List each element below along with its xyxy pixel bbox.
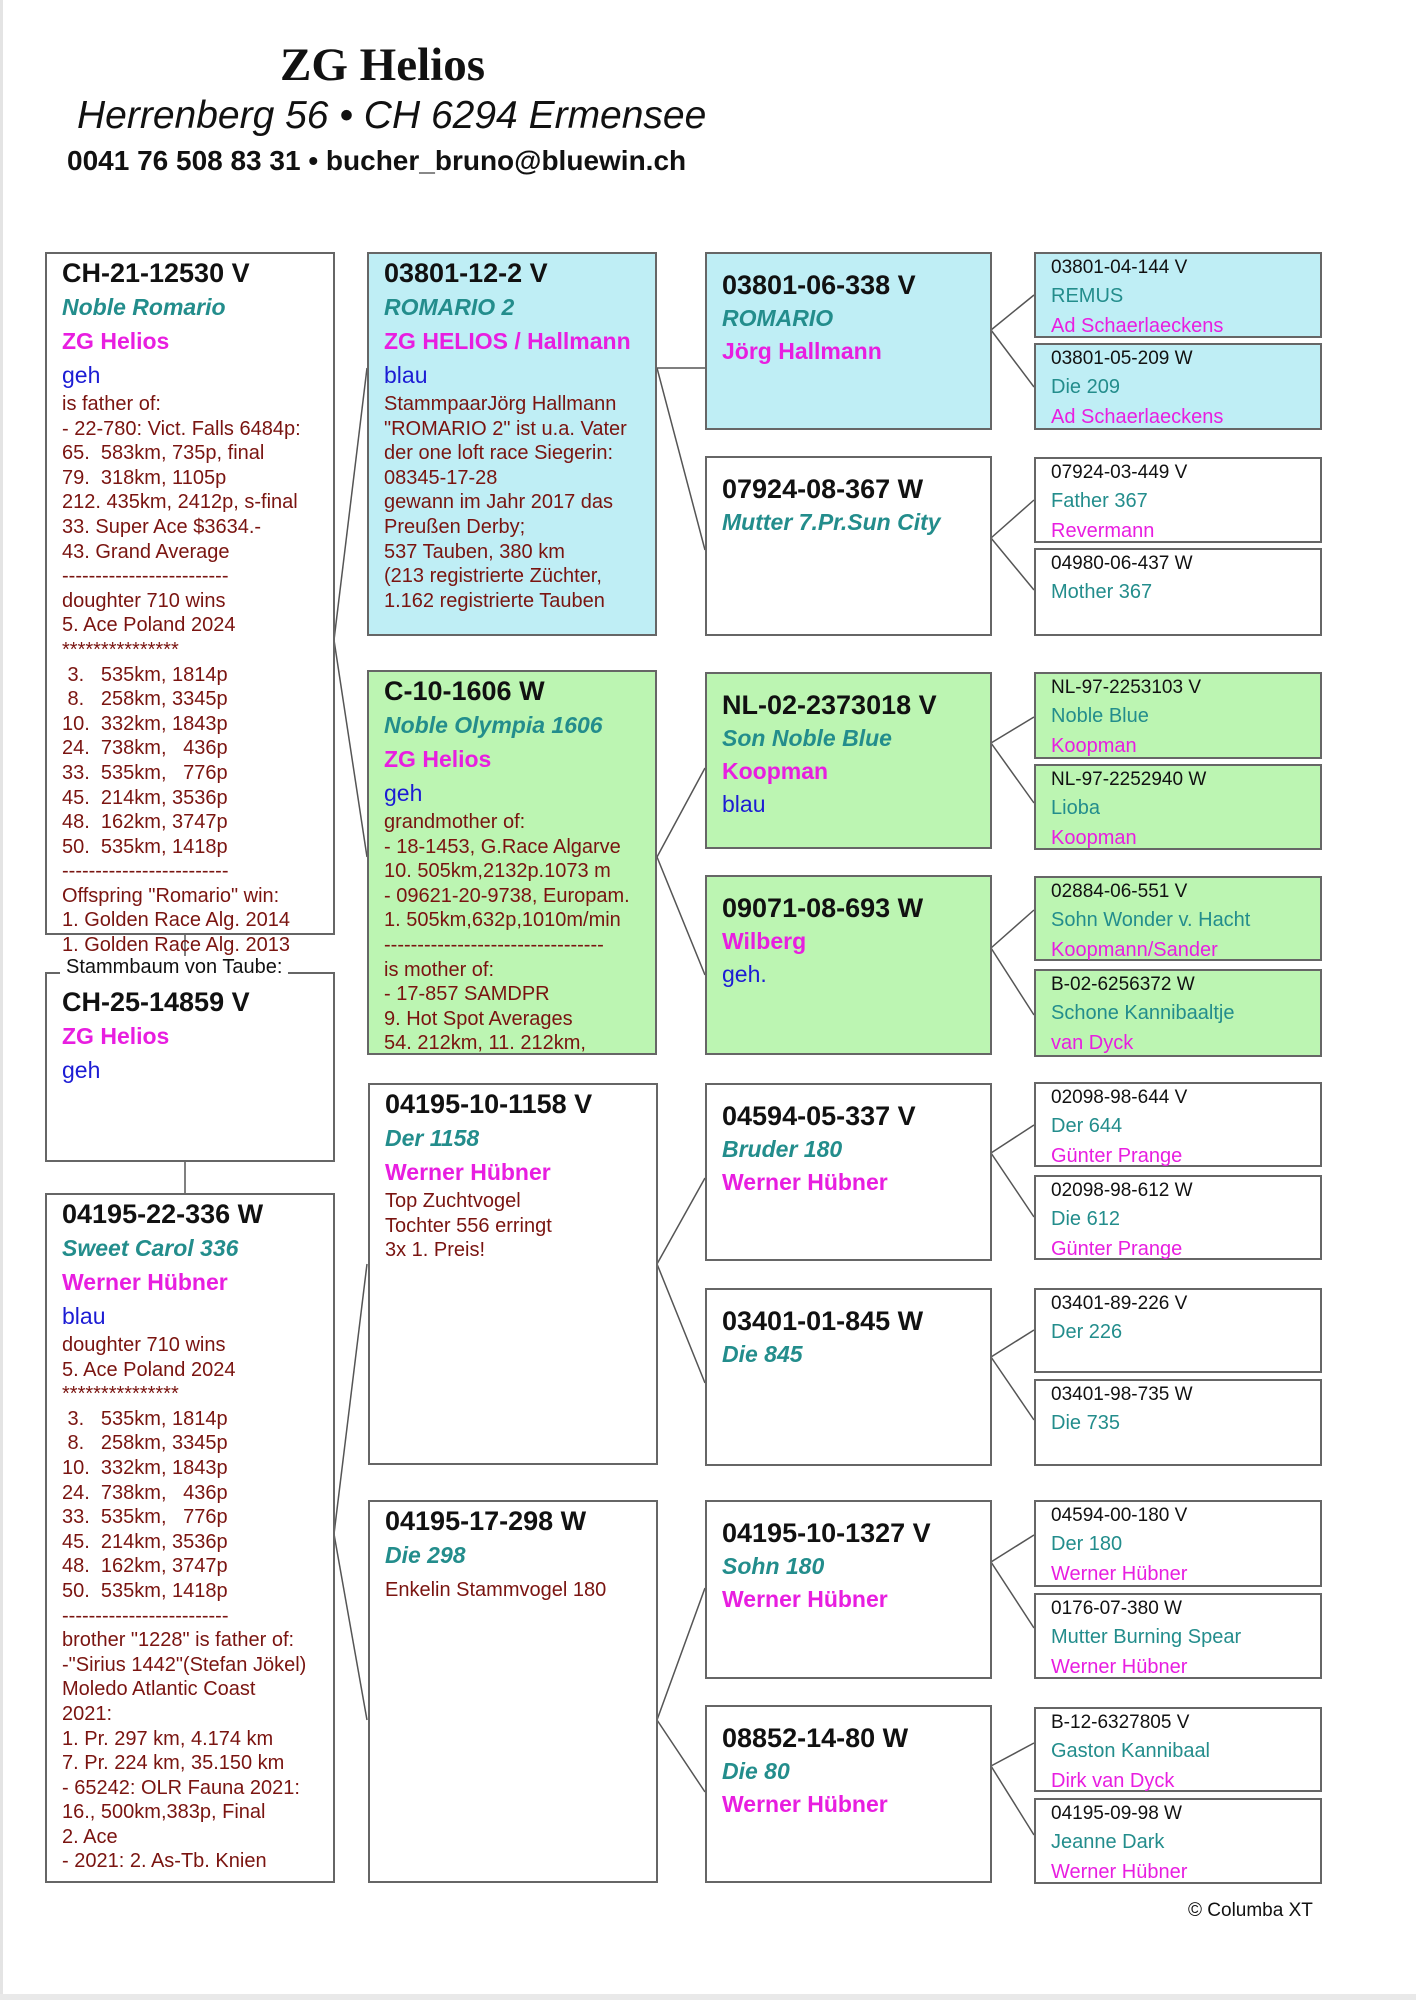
- pedigree-card-gen3-5[interactable]: [705, 1083, 992, 1261]
- ring-number: 0176-07-380 W: [1051, 1598, 1182, 1619]
- ring-number: 03801-12-2 V: [384, 258, 548, 288]
- pigeon-name: Die 845: [722, 1341, 803, 1367]
- pedigree-card-gen4-11[interactable]: [1034, 1288, 1322, 1373]
- pedigree-card-gen3-3[interactable]: [705, 672, 992, 849]
- pedigree-card-gen4-6[interactable]: [1034, 764, 1322, 850]
- ring-number: NL-97-2252940 W: [1051, 769, 1207, 790]
- pigeon-name: Father 367: [1051, 490, 1148, 512]
- pigeon-name: Der 644: [1051, 1115, 1123, 1137]
- pigeon-name: Der 226: [1051, 1321, 1123, 1343]
- ring-number: 07924-08-367 W: [722, 474, 924, 504]
- pigeon-name: Schone Kannibaaltje: [1051, 1002, 1235, 1024]
- pigeon-name: Der 1158: [385, 1125, 480, 1151]
- pigeon-name: ROMARIO: [722, 305, 834, 331]
- pedigree-card-gen3-7[interactable]: [705, 1500, 992, 1679]
- performance-notes: is father of: - 22-780: Vict. Falls 6484p: 65. 583km, 735p, final 79. 318km, 1105p 212. 435km, 2412p, s-final 33. Super Ace $3634.- 43. Grand Average ------------------------- doughter 710 wins 5. Ace Poland 2024 *************** 3. 535km, 1814p 8. 258km, 3345p 10. 332km, 1843p 24. 738km, 436p 33. 535km, 776p 45. 214km, 3536p 48. 162km, 3747p 50. 535km, 1418p ------------------------- Offspring "Romario" win: 1. Golden Race Alg. 2014 1. Golden Race Alg. 2013: [62, 393, 301, 957]
- pigeon-name: Mutter Burning Spear: [1051, 1626, 1242, 1648]
- pedigree-card-gen4-9[interactable]: [1034, 1082, 1322, 1167]
- breeder-name: Koopman: [1051, 735, 1137, 757]
- ring-number: 04594-05-337 V: [722, 1101, 916, 1131]
- ring-number: 04195-17-298 W: [385, 1506, 587, 1536]
- breeder-name: Werner Hübner: [722, 1586, 888, 1612]
- pigeon-name: Die 209: [1051, 376, 1120, 398]
- subject-legend: Stammbaum von Taube:: [60, 956, 288, 979]
- pedigree-card-gen3-4[interactable]: [705, 875, 992, 1055]
- ring-number: 03401-89-226 V: [1051, 1293, 1188, 1314]
- ring-number: 03401-98-735 W: [1051, 1384, 1193, 1405]
- pigeon-name: Bruder 180: [722, 1136, 843, 1162]
- pedigree-card-gen4-4[interactable]: [1034, 548, 1322, 636]
- pedigree-card-gen3-2[interactable]: [705, 456, 992, 636]
- pedigree-card-gen2-1[interactable]: [367, 252, 657, 636]
- loft-name: ZG Helios: [280, 39, 485, 91]
- pedigree-card-gen3-6[interactable]: [705, 1288, 992, 1466]
- pigeon-name: Son Noble Blue: [722, 725, 892, 751]
- breeder-name: Revermann: [1051, 520, 1155, 542]
- pedigree-card-gen4-8[interactable]: [1034, 969, 1322, 1057]
- loft-contact: 0041 76 508 83 31 • bucher_bruno@bluewin.ch: [67, 145, 687, 176]
- breeder-name: Wilberg: [722, 928, 807, 954]
- pigeon-color: blau: [384, 362, 428, 388]
- pigeon-color: geh.: [722, 961, 767, 987]
- breeder-name: Günter Prange: [1051, 1145, 1183, 1167]
- performance-notes: doughter 710 wins 5. Ace Poland 2024 *************** 3. 535km, 1814p 8. 258km, 3345p 10. 332km, 1843p 24. 738km, 436p 33. 535km, 776p 45. 214km, 3536p 48. 162km, 3747p 50. 535km, 1418p ------------------------- brother "1228" is father of: -"Sirius 1442"(Stefan Jökel) Moledo Atlantic Coast 2021: 1. Pr. 297 km, 4.174 km 7. Pr. 224 km, 35.150 km - 65242: OLR Fauna 2021: 16., 500km,383p, Final 2. Ace - 2021: 2. As-Tb. Knien: [62, 1334, 307, 1873]
- ring-number: 07924-03-449 V: [1051, 462, 1188, 483]
- pigeon-color: geh: [62, 362, 101, 388]
- pedigree-card-gen4-5[interactable]: [1034, 672, 1322, 759]
- performance-notes: Enkelin Stammvogel 180: [385, 1579, 607, 1601]
- pedigree-card-gen4-10[interactable]: [1034, 1175, 1322, 1260]
- breeder-name: Werner Hübner: [385, 1159, 551, 1185]
- ring-number: C-10-1606 W: [384, 676, 545, 706]
- breeder-name: van Dyck: [1051, 1032, 1134, 1054]
- pigeon-name: ROMARIO 2: [384, 294, 515, 320]
- ring-number: 09071-08-693 W: [722, 893, 924, 923]
- ring-number: 04195-09-98 W: [1051, 1803, 1182, 1824]
- ring-number: 04195-22-336 W: [62, 1199, 264, 1229]
- breeder-name: Werner Hübner: [1051, 1861, 1188, 1883]
- breeder-name: Werner Hübner: [62, 1269, 228, 1295]
- ring-number: 02098-98-612 W: [1051, 1180, 1193, 1201]
- breeder-name: Werner Hübner: [722, 1791, 888, 1817]
- pedigree-card-gen4-7[interactable]: [1034, 876, 1322, 961]
- ring-number: CH-25-14859 V: [62, 987, 250, 1017]
- performance-notes: StammpaarJörg Hallmann "ROMARIO 2" ist u.a. Vater der one loft race Siegerin: 08345-17-28 gewann im Jahr 2017 das Preußen Derby; 537 Tauben, 380 km (213 registrierte Züchter, 1.162 registrierte Tauben: [384, 393, 627, 612]
- pigeon-name: Gaston Kannibaal: [1051, 1740, 1211, 1762]
- pedigree-card-subject[interactable]: [45, 972, 335, 1162]
- breeder-name: Werner Hübner: [722, 1169, 888, 1195]
- pigeon-color: geh: [384, 780, 423, 806]
- breeder-name: ZG Helios: [62, 328, 170, 354]
- pigeon-name: Sohn Wonder v. Hacht: [1051, 909, 1251, 931]
- ring-number: 02884-06-551 V: [1051, 881, 1188, 902]
- ring-number: NL-97-2253103 V: [1051, 677, 1201, 698]
- ring-number: 04195-10-1327 V: [722, 1518, 931, 1548]
- pigeon-color: geh: [62, 1057, 101, 1083]
- breeder-name: Koopman: [722, 758, 829, 784]
- software-credit: © Columba XT: [1188, 1900, 1313, 1921]
- pedigree-card-gen2-3[interactable]: [368, 1083, 658, 1465]
- ring-number: 04980-06-437 W: [1051, 553, 1193, 574]
- ring-number: B-12-6327805 V: [1051, 1712, 1190, 1733]
- pedigree-card-gen4-14[interactable]: [1034, 1593, 1322, 1679]
- pedigree-card-gen4-2[interactable]: [1034, 343, 1322, 430]
- breeder-name: Dirk van Dyck: [1051, 1770, 1175, 1792]
- breeder-name: ZG HELIOS / Hallmann: [384, 328, 631, 354]
- pedigree-card-dam[interactable]: [45, 1193, 335, 1883]
- breeder-name: Günter Prange: [1051, 1238, 1183, 1260]
- pigeon-color: blau: [62, 1303, 106, 1329]
- pedigree-card-gen2-4[interactable]: [368, 1500, 658, 1883]
- breeder-name: Ad Schaerlaeckens: [1051, 315, 1224, 337]
- pigeon-name: Noble Romario: [62, 294, 226, 320]
- performance-notes: grandmother of: - 18-1453, G.Race Algarve 10. 505km,2132p.1073 m - 09621-20-9738, Europam. 1. 505km,632p,1010m/min --------------------------------- is mother of: - 17-857 SAMDPR 9. Hot Spot Averages 54. 212km, 11. 212km,: [384, 811, 630, 1055]
- pedigree-card-gen3-1[interactable]: [705, 252, 992, 430]
- breeder-name: Jörg Hallmann: [722, 338, 882, 364]
- pigeon-name: Der 180: [1051, 1533, 1123, 1555]
- breeder-name: Koopman: [1051, 827, 1137, 849]
- breeder-name: Koopmann/Sander: [1051, 939, 1218, 961]
- ring-number: 03801-06-338 V: [722, 270, 916, 300]
- pigeon-name: Noble Blue: [1051, 705, 1149, 727]
- ring-number: 04594-00-180 V: [1051, 1505, 1188, 1526]
- ring-number: 02098-98-644 V: [1051, 1087, 1188, 1108]
- ring-number: CH-21-12530 V: [62, 258, 250, 288]
- pedigree-card-gen4-15[interactable]: [1034, 1707, 1322, 1792]
- pedigree-card-gen4-3[interactable]: [1034, 457, 1322, 543]
- performance-notes: Top Zuchtvogel Tochter 556 erringt 3x 1. Preis!: [385, 1190, 552, 1262]
- pigeon-name: Die 298: [385, 1542, 466, 1568]
- pedigree-card-gen4-16[interactable]: [1034, 1798, 1322, 1884]
- ring-number: 04195-10-1158 V: [385, 1089, 593, 1119]
- pedigree-card-gen4-1[interactable]: [1034, 252, 1322, 338]
- breeder-name: Werner Hübner: [1051, 1656, 1188, 1678]
- pigeon-name: Sohn 180: [722, 1553, 825, 1579]
- pigeon-name: Lioba: [1051, 797, 1100, 819]
- pigeon-color: blau: [722, 791, 766, 817]
- ring-number: 03801-05-209 W: [1051, 348, 1193, 369]
- ring-number: 08852-14-80 W: [722, 1723, 909, 1753]
- loft-address: Herrenberg 56 • CH 6294 Ermensee: [77, 94, 707, 137]
- ring-number: 03401-01-845 W: [722, 1306, 924, 1336]
- pigeon-name: Sweet Carol 336: [62, 1235, 239, 1261]
- pedigree-card-gen3-8[interactable]: [705, 1705, 992, 1883]
- ring-number: 03801-04-144 V: [1051, 257, 1188, 278]
- pedigree-card-sire[interactable]: [45, 252, 335, 957]
- pigeon-name: REMUS: [1051, 285, 1124, 307]
- ring-number: B-02-6256372 W: [1051, 974, 1195, 995]
- ring-number: NL-02-2373018 V: [722, 690, 937, 720]
- pigeon-name: Noble Olympia 1606: [384, 712, 603, 738]
- pigeon-name: Mother 367: [1051, 581, 1153, 603]
- breeder-name: Werner Hübner: [1051, 1563, 1188, 1585]
- breeder-name: ZG Helios: [384, 746, 492, 772]
- pigeon-name: Jeanne Dark: [1051, 1831, 1165, 1853]
- pedigree-card-gen4-13[interactable]: [1034, 1500, 1322, 1587]
- pigeon-name: Die 80: [722, 1758, 790, 1784]
- pigeon-name: Die 735: [1051, 1412, 1120, 1434]
- breeder-name: Ad Schaerlaeckens: [1051, 406, 1224, 428]
- pedigree-card-gen4-12[interactable]: [1034, 1379, 1322, 1466]
- pigeon-name: Mutter 7.Pr.Sun City: [722, 509, 941, 535]
- breeder-name: ZG Helios: [62, 1023, 170, 1049]
- pigeon-name: Die 612: [1051, 1208, 1120, 1230]
- pedigree-card-gen2-2[interactable]: [367, 670, 657, 1055]
